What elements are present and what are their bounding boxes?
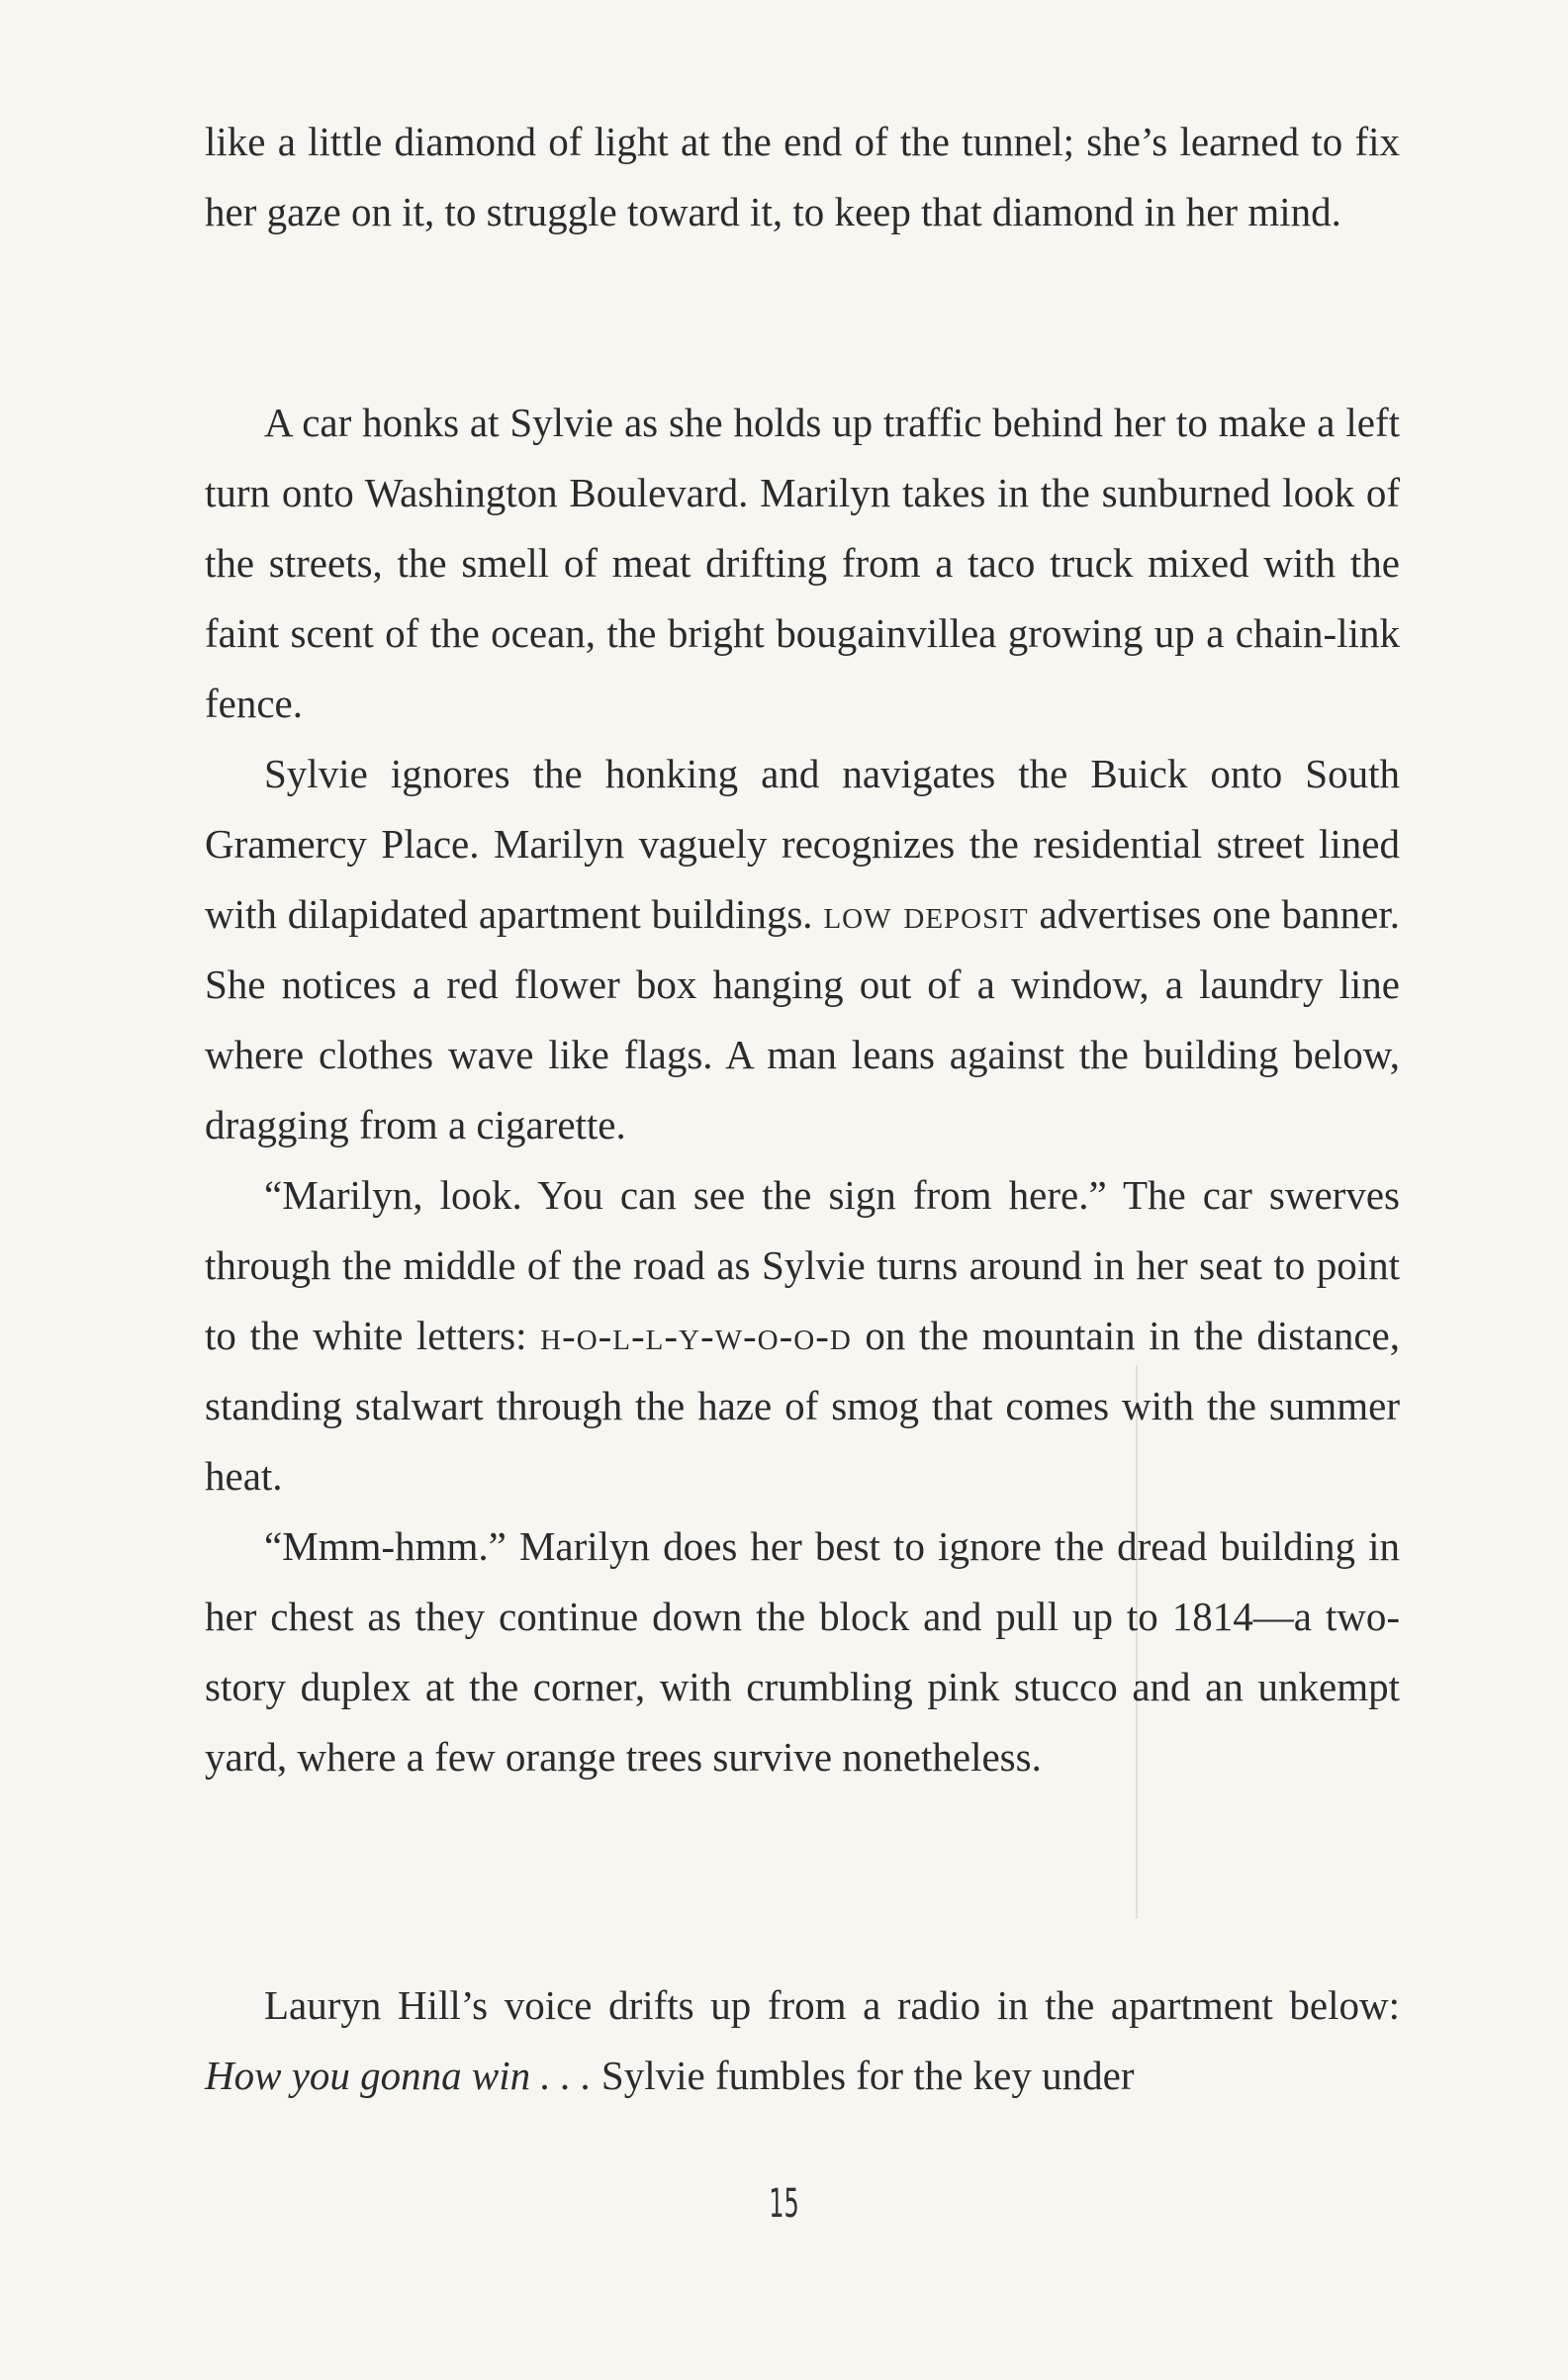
section-3 [205,1970,1400,2111]
paragraph [205,1970,1400,2111]
paragraph-text: “Marilyn, look. You can see the sign from here.” The car swerves through the middle of the road as Sylvie turns around in her seat to point to the white letters: [205,1172,1400,1358]
paragraph-text: Sylvie ignores the honking and navigates the Buick onto South Gramercy Place. Marilyn vaguely recognizes the residential street lined with dilapidated apartment buildings. [205,751,1400,937]
section-1 [205,107,1400,247]
paragraph [205,1160,1400,1511]
paragraph-text: advertises one banner. She notices a red flower box hanging out of a window, a laundry line where clothes wave like flags. A man leans against the building below, dragging from a cigarette. [205,891,1400,1147]
paragraph-continuation: like a little diamond of light at the end of the tunnel; she’s learned to fix her gaze on it, to struggle toward it, to keep that diamond in her mind. [205,119,1400,234]
banner-text-smallcaps: low deposit [823,891,1029,937]
page-number: 15 [769,2181,799,2227]
song-lyric-italic: How you gonna win . . . [205,2053,592,2098]
paragraph-text: Sylvie fumbles for the key under [591,2053,1135,2098]
paragraph: A car honks at Sylvie as she holds up traffic behind her to make a left turn onto Washington Boulevard. Marilyn takes in the sunburned look of the streets, the smell of meat drifting from a taco truck mixed with the faint scent of the ocean, the bright bougainvillea growing up a chain-link fence. [205,400,1400,726]
sign-letters-smallcaps: h-o-l-l-y-w-o-o-d [540,1313,852,1358]
paragraph-text: Lauryn Hill’s voice drifts up from a radio in the apartment below: [264,1982,1400,2028]
paragraph-text: on the mountain in the distance, standing stalwart through the haze of smog that comes with the summer heat. [205,1313,1401,1499]
paragraph: “Mmm-hmm.” Marilyn does her best to ignore the dread building in her chest as they continue down the block and pull up to 1814—a two-story duplex at the corner, with crumbling pink stucco and an unkempt yard, where a few orange trees survive nonetheless. [205,1523,1400,1780]
paragraph [205,739,1400,1160]
section-2 [205,388,1400,1792]
